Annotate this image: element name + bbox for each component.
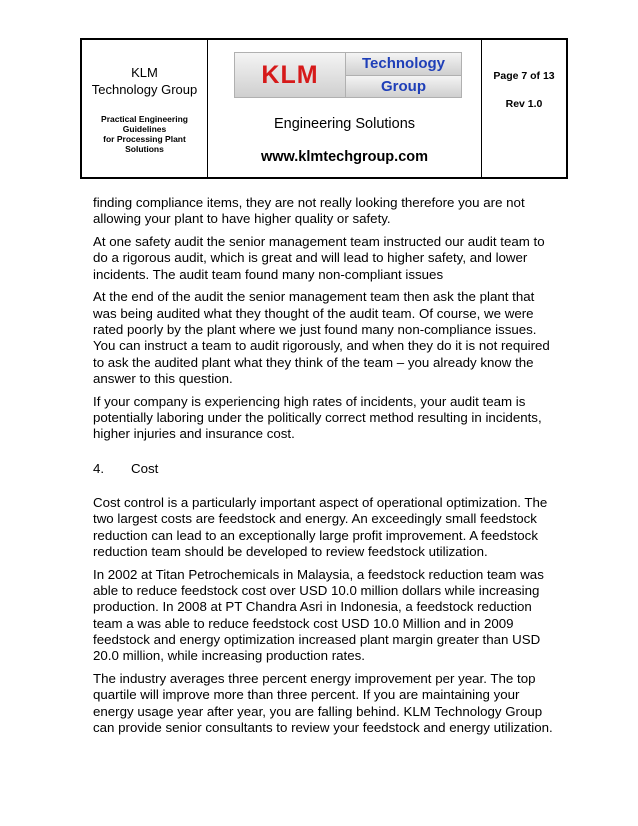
guideline-title-line2: Guidelines: [122, 124, 167, 134]
logo-group-text: Group: [346, 75, 461, 98]
guideline-title: [82, 114, 207, 154]
paragraph: The industry averages three percent energy improvement per year. The top quartile will improve more than three percent. If you are maintaining your energy usage year after year, you are falling behind. KLM Technology Group can provide senior consultants to review your feedstock and energy utilization.: [93, 670, 553, 735]
section-heading: [93, 461, 553, 477]
header-logo-cell: [208, 40, 482, 177]
paragraph: If your company is experiencing high rates of incidents, your audit team is potentially laboring under the politically correct method resulting in incidents, higher injuries and insurance cost.: [93, 393, 542, 442]
guideline-title-line1: Practical Engineering: [101, 114, 188, 124]
body-content: [93, 195, 553, 743]
page-number: Page 7 of 13: [493, 70, 555, 82]
section-number: 4.: [93, 460, 105, 476]
revision-label: Rev 1.0: [505, 98, 543, 110]
paragraph: finding compliance items, they are not really looking therefore you are not allowing your plant to have higher quality or safety.: [93, 195, 525, 227]
section-title: Cost: [131, 460, 159, 476]
paragraph: At the end of the audit the senior management team then ask the plant that was being audited what they thought of the audit team. Of course, we were rated poorly by the plant where we just found many non-compliance issues. You can instruct a team to audit rigorously, and when they do it is not required to ask the audited plant what they think of the team – you already know the answer to this question.: [93, 289, 550, 386]
header-company-cell: [82, 40, 208, 177]
document-header: [80, 38, 568, 179]
logo-technology-text: Technology: [346, 53, 461, 75]
guideline-title-line4: Solutions: [125, 144, 164, 154]
logo-klm-text: KLM: [235, 53, 346, 97]
header-page-cell: [482, 40, 566, 177]
paragraph: In 2002 at Titan Petrochemicals in Malaysia, a feedstock reduction team was able to reduce feedstock cost over USD 10.0 million dollars while increasing production. In 2008 at PT Chandra Asri in Indonesia, a feedstock reduction team a was able to reduce feedstock cost USD 10.0 Million and in 2009 feedstock and energy optimization increased plant margin greater than USD 20.0 million, while increasing production rates.: [93, 566, 544, 664]
website-url: www.klmtechgroup.com: [260, 149, 429, 165]
paragraph: Cost control is a particularly important aspect of operational optimization. The two largest costs are feedstock and energy. An exceedingly small feedstock reduction can lead to an exceptionally large profit improvement. A feedstock reduction team should be developed to review feedstock utilization.: [93, 494, 548, 559]
logo-right-block: [346, 53, 461, 97]
paragraph: At one safety audit the senior management team instructed our audit team to do a rigorous audit, which is great and will lead to higher safety, and lower incidents. The audit team found many non-compliant issues: [93, 234, 545, 282]
engineering-solutions-label: Engineering Solutions: [273, 116, 416, 132]
company-name-line1: KLM: [131, 65, 158, 80]
company-name-line2: Technology Group: [91, 82, 198, 97]
klm-logo: [234, 52, 462, 98]
guideline-title-line3: for Processing Plant: [103, 134, 186, 144]
